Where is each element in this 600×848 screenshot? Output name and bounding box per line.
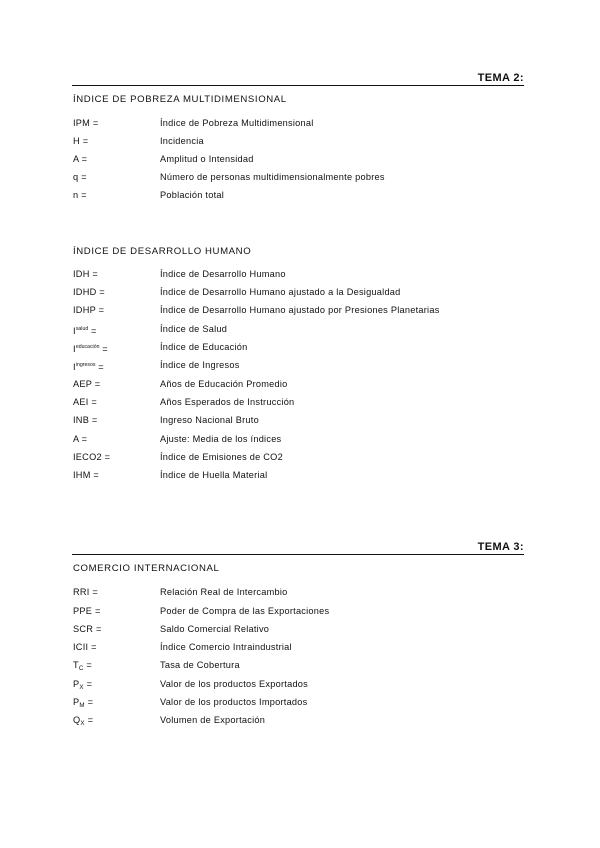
abbr: IDHD = xyxy=(73,287,105,297)
abbr: n = xyxy=(73,190,87,200)
definition: Valor de los productos Importados xyxy=(160,697,308,707)
definition: Índice de Desarrollo Humano xyxy=(160,269,286,279)
glossary-row xyxy=(73,322,513,336)
abbr: $P_M$ = xyxy=(73,697,94,709)
definition: Índice de Educación xyxy=(160,342,248,352)
section-heading-pobreza: ÍNDICE DE POBREZA MULTIDIMENSIONAL xyxy=(73,94,287,105)
glossary-row xyxy=(73,432,513,446)
glossary-row xyxy=(73,585,513,599)
tema-3-label: TEMA 3: xyxy=(477,541,524,553)
abbr: $I^{salud}$ = xyxy=(73,326,97,336)
abbr: $I^{educación}$ = xyxy=(73,344,108,354)
glossary-row xyxy=(73,413,513,427)
glossary-row xyxy=(73,116,513,130)
glossary-row xyxy=(73,358,513,372)
glossary-row xyxy=(73,377,513,391)
glossary-row xyxy=(73,340,513,354)
glossary-row xyxy=(73,713,513,727)
glossary-row xyxy=(73,468,513,482)
tema-2-label: TEMA 2: xyxy=(477,72,524,84)
abbr: $P_X$ = xyxy=(73,679,93,691)
abbr: IPM = xyxy=(73,118,99,128)
glossary-row xyxy=(73,170,513,184)
abbr: A = xyxy=(73,154,88,164)
definition: Índice de Salud xyxy=(160,324,228,334)
glossary-row xyxy=(73,285,513,299)
abbr: IECO2 = xyxy=(73,452,111,462)
glossary-row xyxy=(73,188,513,202)
abbr: $I^{ingresos}$ = xyxy=(73,362,104,372)
abbr: SCR = xyxy=(73,624,102,634)
definition: Ajuste: Media de los índices xyxy=(160,434,282,444)
definition: Relación Real de Intercambio xyxy=(160,587,288,597)
definition: Ingreso Nacional Bruto xyxy=(160,415,259,425)
tema-2-rule xyxy=(72,85,524,86)
definition: Población total xyxy=(160,190,225,200)
definition: Índice de Pobreza Multidimensional xyxy=(160,118,314,128)
abbr: $T_C$ = xyxy=(73,660,93,672)
definition: Índice de Emisiones de CO2 xyxy=(160,452,283,462)
definition: Índice Comercio Intraindustrial xyxy=(160,642,292,652)
glossary-row xyxy=(73,395,513,409)
definition: Incidencia xyxy=(160,136,204,146)
definition: Índice de Huella Material xyxy=(160,470,268,480)
glossary-row xyxy=(73,658,513,672)
definition: Índice de Ingresos xyxy=(160,360,240,370)
definition: Amplitud o Intensidad xyxy=(160,154,254,164)
glossary-row xyxy=(73,640,513,654)
glossary-row xyxy=(73,303,513,317)
abbr: IDH = xyxy=(73,269,98,279)
section-heading-desarrollo: ÍNDICE DE DESARROLLO HUMANO xyxy=(73,246,252,257)
tema-3-rule xyxy=(72,554,524,555)
glossary-row xyxy=(73,450,513,464)
abbr: AEP = xyxy=(73,379,101,389)
abbr: A = xyxy=(73,434,88,444)
glossary-row xyxy=(73,695,513,709)
definition: Años Esperados de Instrucción xyxy=(160,397,295,407)
abbr: IDHP = xyxy=(73,305,105,315)
abbr: $Q_X$ = xyxy=(73,715,94,727)
glossary-row xyxy=(73,622,513,636)
abbr: ICII = xyxy=(73,642,97,652)
section-heading-comercio: COMERCIO INTERNACIONAL xyxy=(73,563,220,574)
glossary-row xyxy=(73,134,513,148)
glossary-row xyxy=(73,267,513,281)
definition: Índice de Desarrollo Humano ajustado a la Desigualdad xyxy=(160,287,401,297)
definition: Número de personas multidimensionalmente pobres xyxy=(160,172,385,182)
abbr: H = xyxy=(73,136,89,146)
abbr: IHM = xyxy=(73,470,100,480)
definition: Índice de Desarrollo Humano ajustado por Presiones Planetarias xyxy=(160,305,440,315)
glossary-row xyxy=(73,604,513,618)
abbr: AEI = xyxy=(73,397,97,407)
glossary-row xyxy=(73,677,513,691)
abbr: q = xyxy=(73,172,87,182)
definition: Valor de los productos Exportados xyxy=(160,679,309,689)
definition: Tasa de Cobertura xyxy=(160,660,240,670)
abbr: RRI = xyxy=(73,587,98,597)
definition: Saldo Comercial Relativo xyxy=(160,624,270,634)
definition: Años de Educación Promedio xyxy=(160,379,288,389)
definition: Volumen de Exportación xyxy=(160,715,266,725)
abbr: PPE = xyxy=(73,606,101,616)
abbr: INB = xyxy=(73,415,98,425)
definition: Poder de Compra de las Exportaciones xyxy=(160,606,330,616)
glossary-row xyxy=(73,152,513,166)
